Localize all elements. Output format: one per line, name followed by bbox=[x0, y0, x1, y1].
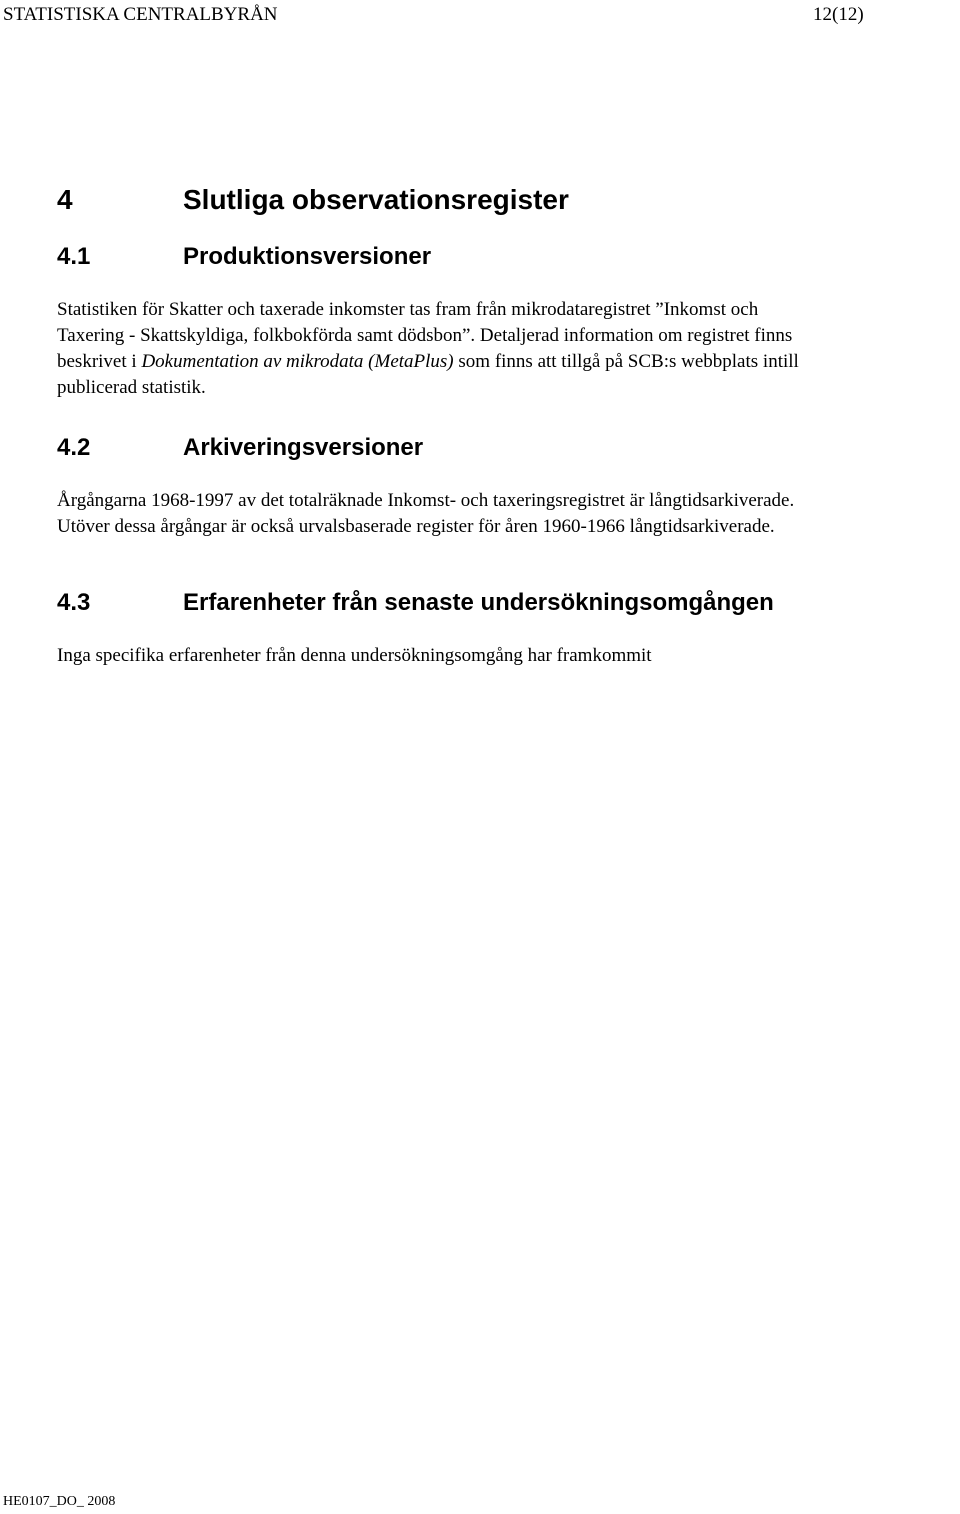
paragraph-experiences bbox=[57, 643, 652, 669]
document-reference: Dokumentation av mikrodata (MetaPlus) bbox=[141, 351, 454, 372]
paragraph-line: Taxering - Skattskyldiga, folkbokförda samt dödsbon”. Detaljerad information om registret finns bbox=[57, 325, 793, 346]
paragraph-line: Utöver dessa årgångar är också urvalsbaserade register för åren 1960-1966 långtidsarkiverade. bbox=[57, 516, 775, 537]
page-number: 12(12) bbox=[813, 4, 864, 25]
section-title: Slutliga observationsregister bbox=[183, 184, 569, 215]
paragraph-line bbox=[57, 349, 799, 375]
text-span: beskrivet i bbox=[57, 351, 142, 372]
section-title: Arkiveringsversioner bbox=[183, 434, 424, 461]
section-heading-4-3 bbox=[57, 589, 907, 621]
paragraph-line: Inga specifika erfarenheter från denna undersökningsomgång har framkommit bbox=[57, 645, 652, 666]
section-title: Produktionsversioner bbox=[183, 243, 432, 270]
paragraph-line: publicerad statistik. bbox=[57, 377, 206, 398]
section-heading-4-2 bbox=[57, 434, 757, 466]
text-span: som finns att tillgå på SCB:s webbplats intill bbox=[453, 351, 799, 372]
paragraph-production-versions bbox=[57, 297, 799, 401]
section-number: 4 bbox=[57, 184, 73, 215]
paragraph-line: Statistiken för Skatter och taxerade inkomster tas fram från mikrodataregistret ”Inkomst och bbox=[57, 299, 759, 320]
section-number: 4.1 bbox=[57, 243, 91, 270]
paragraph-line: Årgångarna 1968-1997 av det totalräknade Inkomst- och taxeringsregistret är långtidsarkiverade. bbox=[57, 490, 795, 511]
header-organization: STATISTISKA CENTRALBYRÅN bbox=[3, 4, 278, 25]
section-number: 4.3 bbox=[57, 589, 91, 616]
footer-document-code: HE0107_DO_ 2008 bbox=[3, 1494, 116, 1509]
paragraph-archive-versions bbox=[57, 488, 794, 540]
section-heading-4 bbox=[57, 184, 757, 220]
section-number: 4.2 bbox=[57, 434, 91, 461]
section-title: Erfarenheter från senaste undersökningsomgången bbox=[183, 589, 774, 616]
section-heading-4-1 bbox=[57, 243, 757, 275]
